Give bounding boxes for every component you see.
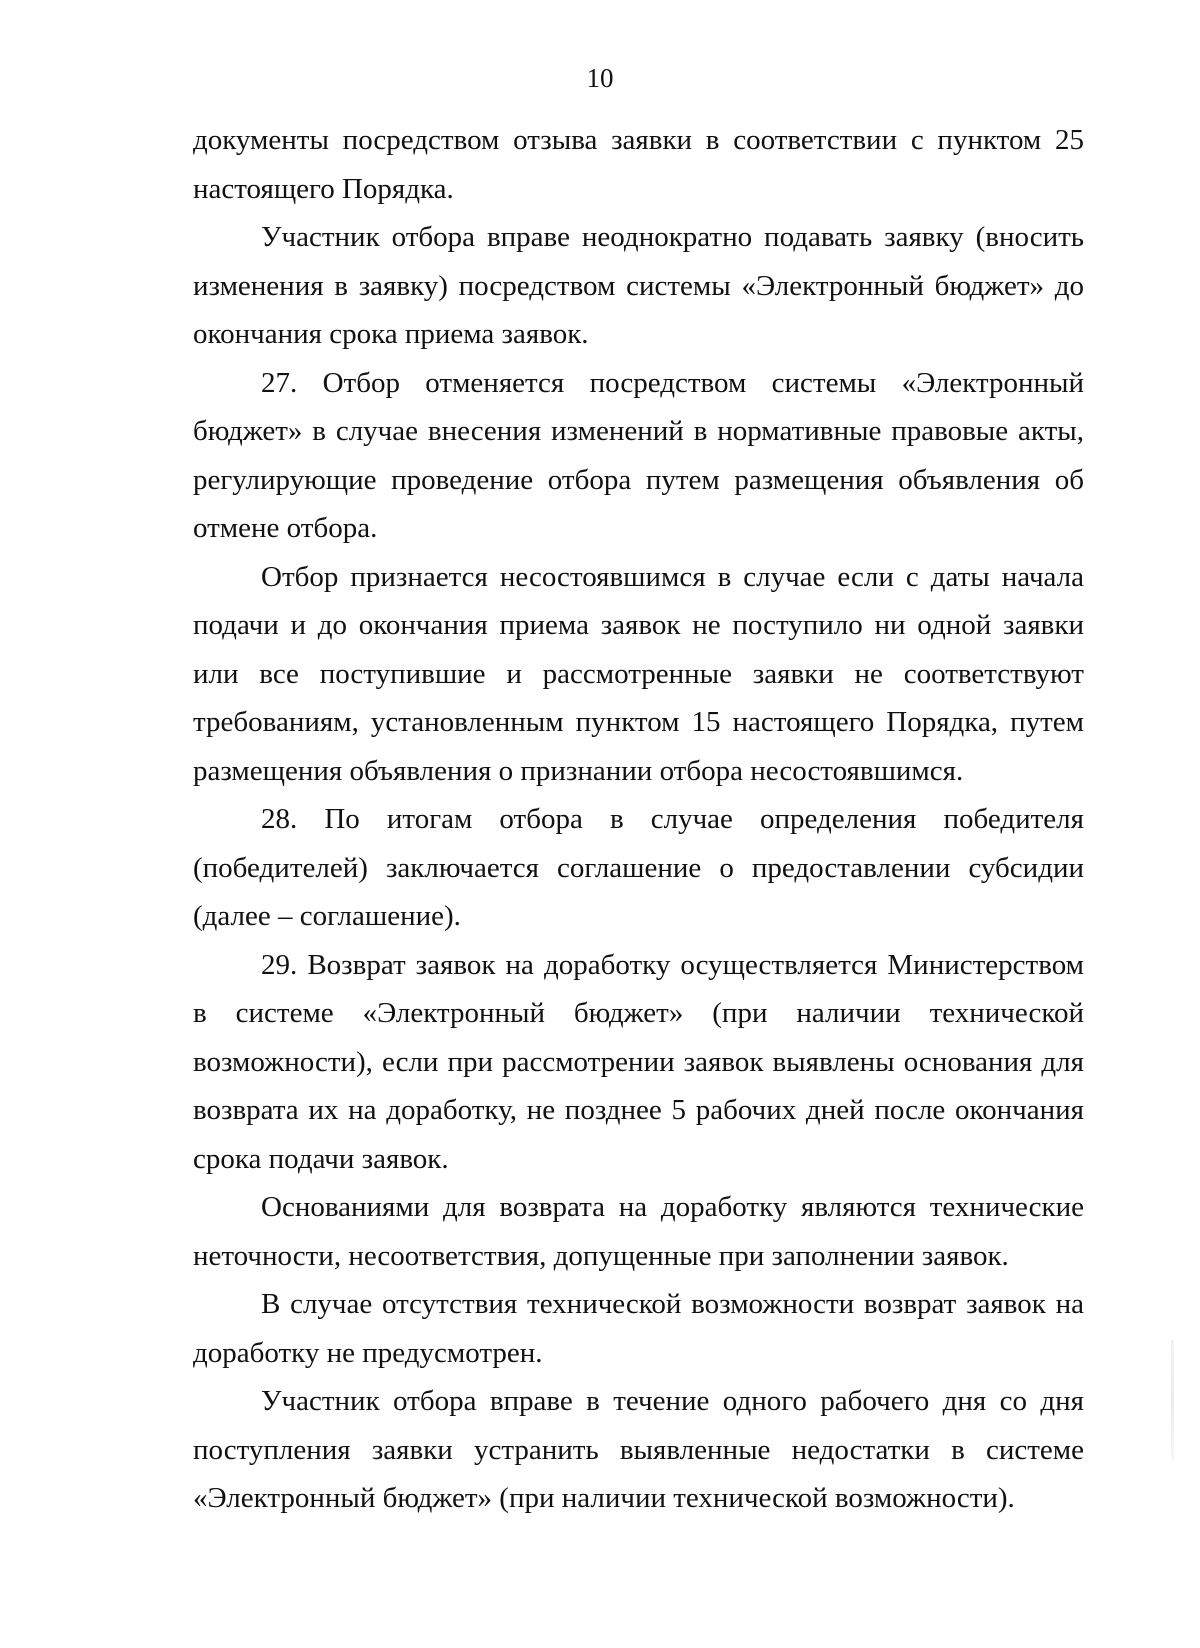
paragraph-no-technical-possibility: В случае отсутствия технической возможности возврат заявок на доработку не предусмотрен. [193,1288,1084,1369]
page-number: 10 [586,63,614,93]
paragraph-failed-selection: Отбор признается несостоявшимся в случае если с даты начала подачи и до окончания приема заявок не поступило ни одной заявки или все поступившие и рассмотренные заявки не соответствуют требованиям, установленным пунктом 15 настоящего Порядка, путем размещения объявления о признании отбора несостоявшимся. [193,560,1084,787]
paragraph-fix-deficiencies: Участник отбора вправе в течение одного рабочего дня со дня поступления заявки устранить выявленные недостатки в системе «Электронный бюджет» (при наличии технической возможности). [193,1385,1084,1514]
paragraph-clause-27: 27. Отбор отменяется посредством системы «Электронный бюджет» в случае внесения изменений в нормативные правовые акты, регулирующие проведение отбора путем размещения объявления об отмене отбора. [193,366,1084,544]
document-body [193,116,1084,1523]
paragraph-continuation: документы посредством отзыва заявки в соответствии с пунктом 25 настоящего Порядка. [193,124,1084,205]
scan-edge-mark [1171,1340,1174,1460]
paragraph-return-grounds: Основаниями для возврата на доработку являются технические неточности, несоответствия, допущенные при заполнении заявок. [193,1191,1084,1272]
paragraph-clause-28: 28. По итогам отбора в случае определения победителя (победителей) заключается соглашение о предоставлении субсидии (далее – соглашение). [193,803,1084,932]
paragraph-resubmit: Участник отбора вправе неоднократно подавать заявку (вносить изменения в заявку) посредством системы «Электронный бюджет» до окончания срока приема заявок. [193,221,1084,350]
paragraph-clause-29: 29. Возврат заявок на доработку осуществляется Министерством в системе «Электронный бюджет» (при наличии технической возможности), если при рассмотрении заявок выявлены основания для возврата их на доработку, не позднее 5 рабочих дней после окончания срока подачи заявок. [193,948,1084,1175]
